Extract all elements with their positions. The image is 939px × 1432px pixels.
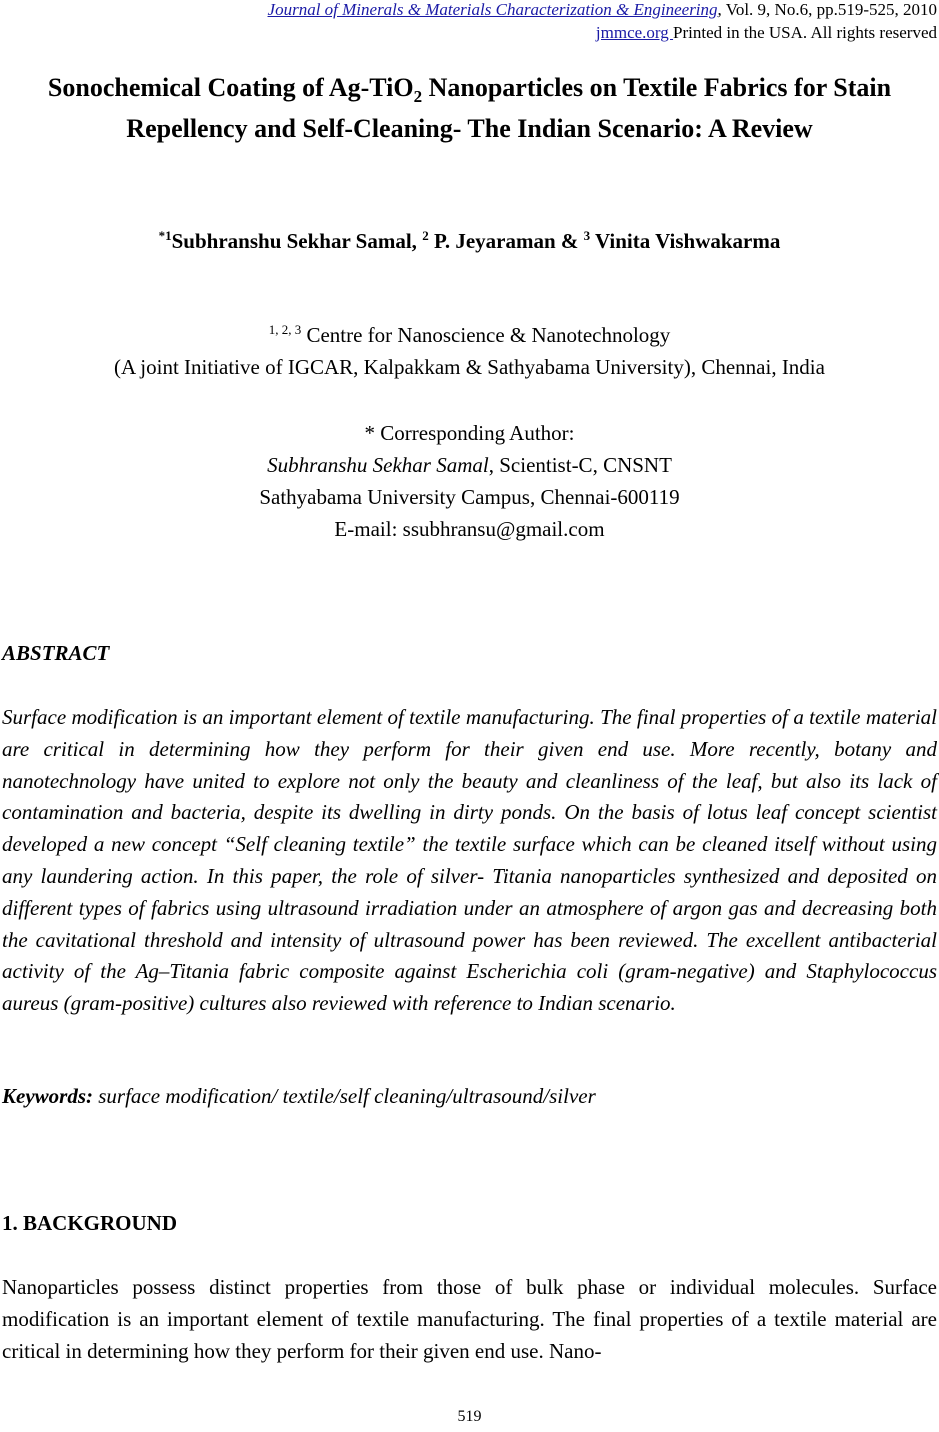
keywords — [2, 1084, 596, 1109]
background-text: Nanoparticles possess distinct properties from those of bulk phase or individual molecules. Surface modification is an important element of textile manufacturing. The final properties of a textile material are critical in determining how they perform for their given end use. Nano- — [2, 1275, 937, 1363]
author-2: P. Jeyaraman & — [428, 229, 584, 253]
journal-link[interactable]: Journal of Minerals & Materials Characterization & Engineering — [267, 0, 718, 19]
abstract-heading: ABSTRACT — [2, 641, 110, 665]
affiliation-line-2: (A joint Initiative of IGCAR, Kalpakkam & Sathyabama University), Chennai, India — [114, 355, 825, 379]
section-heading-background: 1. BACKGROUND — [2, 1211, 178, 1235]
keywords-text: surface modification/ textile/self cleaning/ultrasound/silver — [93, 1084, 596, 1108]
journal-header — [268, 0, 937, 20]
author3-marker: 3 — [583, 228, 591, 243]
correspondence-block — [0, 417, 939, 545]
citation-text: , Vol. 9, No.6, pp.519-525, 2010 — [717, 0, 937, 19]
site-header — [596, 23, 937, 43]
author-1: Subhranshu Sekhar Samal, — [171, 229, 423, 253]
author1-marker: *1 — [158, 228, 172, 243]
page-number: 519 — [457, 1408, 482, 1425]
author-list — [0, 228, 939, 254]
correspondence-address: Sathyabama University Campus, Chennai-600119 — [259, 485, 680, 509]
correspondence-name-line: Subhranshu Sekhar Samal, Scientist-C, CNSNT — [267, 453, 672, 477]
correspondence-name: Subhranshu Sekhar Samal — [267, 453, 489, 477]
rights-text: Printed in the USA. All rights reserved — [673, 23, 937, 42]
site-link[interactable]: jmmce.org — [595, 23, 674, 42]
paper-title — [0, 72, 939, 145]
correspondence-label: * Corresponding Author: — [364, 421, 575, 445]
correspondence-email: E-mail: ssubhransu@gmail.com — [334, 517, 605, 541]
author-3: Vinita Vishwakarma — [590, 229, 781, 253]
affiliation — [0, 321, 939, 381]
keywords-label: Keywords: — [2, 1084, 93, 1108]
abstract-text: Surface modification is an important element of textile manufacturing. The final properties of a textile material are critical in determining how they perform for their given end use. More recently, botany and nanotechnology have united to explore not only the beauty and cleanliness of the leaf, but also its lack of contamination and bacteria, despite its dwelling in dirty ponds. On the basis of lotus leaf concept scientist developed a new concept “Self cleaning textile” the textile surface which can be cleaned itself without using any laundering action. In this paper, the role of silver- Titania nanoparticles synthesized and deposited on different types of fabrics using ultrasound irradiation under an atmosphere of argon gas and decreasing both the cavitational threshold and intensity of ultrasound power has been reviewed. The excellent antibacterial activity of the Ag–Titania fabric composite against Escherichia coli (gram-negative) and Staphylococcus aureus (gram-positive) cultures also reviewed with reference to Indian scenario. — [2, 705, 937, 1016]
title-line-1: Sonochemical Coating of Ag-TiO$_2$ Nanoparticles on Textile Fabrics for Stain — [47, 73, 892, 107]
title-line-2: Repellency and Self-Cleaning- The Indian Scenario: A Review — [126, 114, 813, 144]
affiliation-line-1: $^{1, 2, 3}$ Centre for Nanoscience & Nanotechnology — [268, 322, 671, 347]
author2-marker: 2 — [422, 228, 429, 243]
